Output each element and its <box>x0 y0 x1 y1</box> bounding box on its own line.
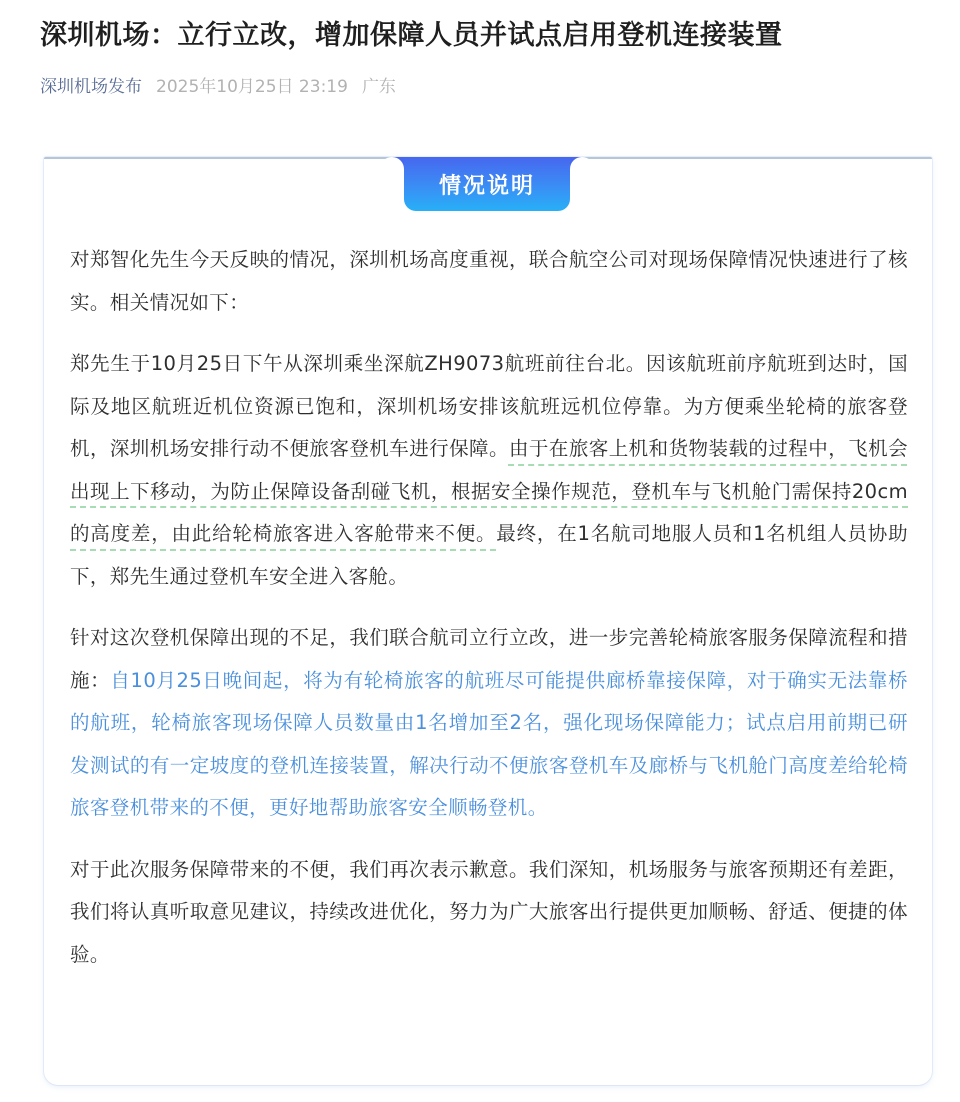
source-account-link[interactable]: 深圳机场发布 <box>40 77 142 97</box>
text-segment: 郑先生于10月25日下午从深圳乘坐深航ZH9073航班前往台北。因该航班前序航班到达时，国际及地区航班近机位资源已饱和，深圳机场安排该航班远机位停靠。为方便乘坐轮椅的旅客登机，深圳机场安排行动不便旅客登机车进行保障。 <box>70 352 908 460</box>
text-segment: 针对这次登机保障出现的不足，我们联合航司立行立改，进一步完善轮椅旅客服务保障流程和措施： <box>70 626 908 692</box>
statement-body <box>70 239 908 995</box>
badge-body <box>404 157 570 211</box>
article-meta <box>40 74 396 100</box>
text-segment: 对于此次服务保障带来的不便，我们再次表示歉意。我们深知，机场服务与旅客预期还有差距，我们将认真听取意见建议，持续改进优化，努力为广大旅客出行提供更加顺畅、舒适、便捷的体验。 <box>70 857 908 966</box>
publish-date: 2025年10月25日 23:19 <box>156 77 348 97</box>
statement-card <box>44 157 932 1085</box>
paragraph-incident <box>70 343 908 598</box>
statement-badge <box>404 157 570 211</box>
paragraph-apology <box>70 849 908 977</box>
text-segment: 最终，在1名航司地服人员和1名机组人员协助下，郑先生通过登机车安全进入客舱。 <box>70 522 908 588</box>
badge-flare-right <box>570 157 582 169</box>
publish-location: 广东 <box>361 77 396 97</box>
text-segment: 对郑智化先生今天反映的情况，深圳机场高度重视，联合航空公司对现场保障情况快速进行了核实。相关情况如下： <box>70 248 908 314</box>
badge-flare-left <box>392 157 404 169</box>
article-title: 深圳机场：立行立改，增加保障人员并试点启用登机连接装置 <box>40 20 783 51</box>
highlighted-text-segment: 自10月25日晚间起，将为有轮椅旅客的航班尽可能提供廊桥靠接保障，对于确实无法靠桥的航班，轮椅旅客现场保障人员数量由1名增加至2名，强化现场保障能力；试点启用前期已研发测试的有一定坡度的登机连接装置，解决行动不便旅客登机车及廊桥与飞机舱门高度差给轮椅旅客登机带来的不便，更好地帮助旅客安全顺畅登机。 <box>70 668 908 819</box>
paragraph-intro <box>70 239 908 324</box>
badge-label: 情况说明 <box>438 173 535 199</box>
underlined-text-segment: 由于在旅客上机和货物装载的过程中，飞机会出现上下移动，为防止保障设备刮碰飞机，根据安全操作规范，登机车与飞机舱门需保持20cm的高度差，由此给轮椅旅客进入客舱带来不便。 <box>70 437 908 545</box>
paragraph-measures <box>70 617 908 830</box>
